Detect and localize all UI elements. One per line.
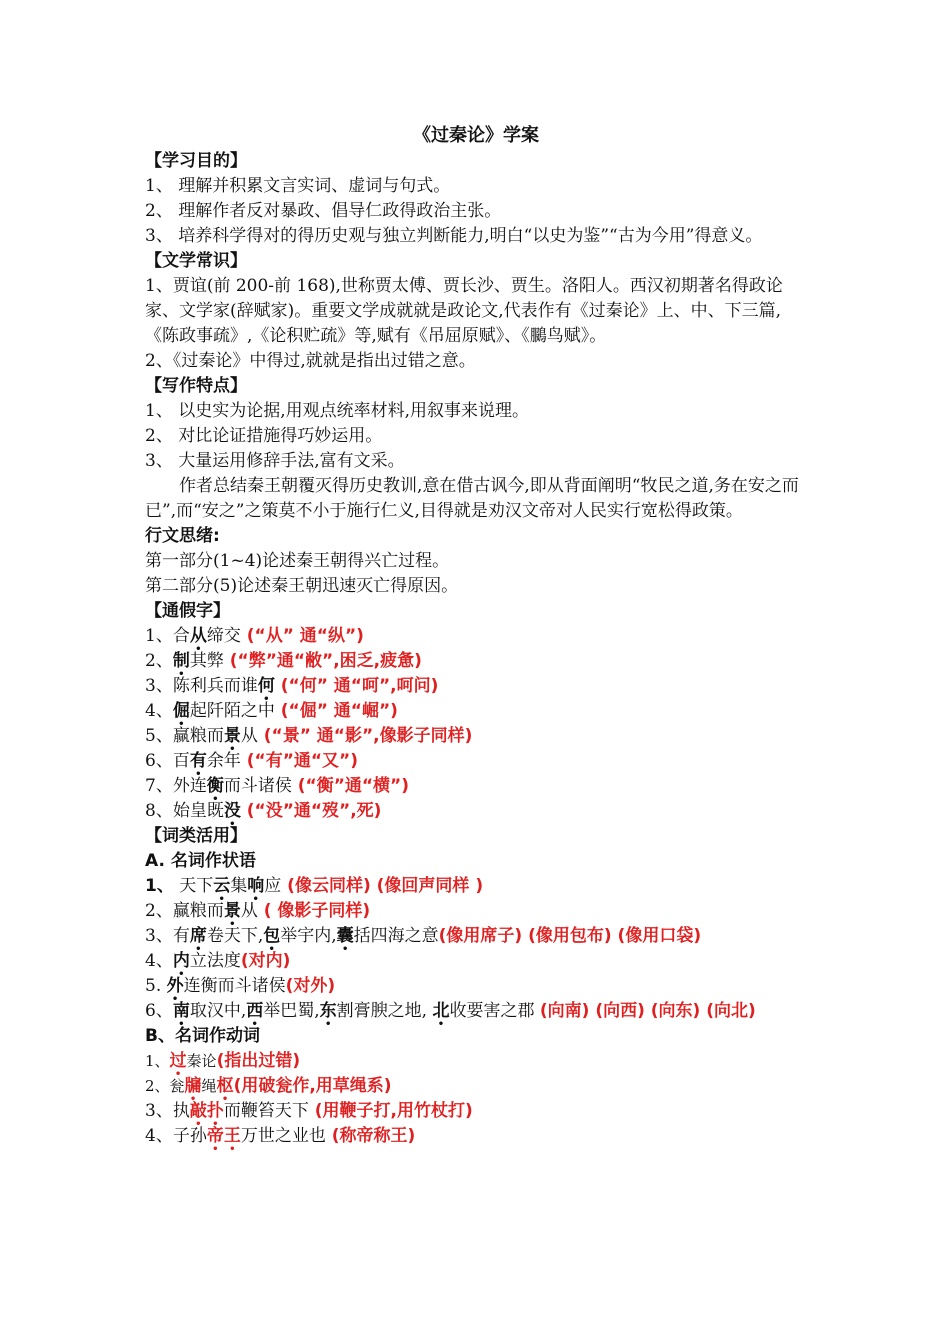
tongjia-item: 2、制其弊 (“弊”通“敝”,困乏,疲惫): [145, 651, 422, 671]
tongjia-item: 4、倔起阡陌之中 (“倔” 通“崛”): [145, 701, 398, 721]
tongjia-item: 5、赢粮而景从 (“景” 通“影”,像影子同样): [145, 726, 473, 746]
tongjia-heading: 【通假字】: [145, 601, 230, 621]
annotation: (对内): [240, 951, 291, 971]
goal-item: 2、 理解作者反对暴政、倡导仁政得政治主张。: [145, 201, 502, 221]
tongjia-item: 1、合从缔交 (“从” 通“纵”): [145, 626, 364, 646]
cilei-item: 3、有席卷天下,包举宇内,囊括四海之意(像用席子) (像用包布) (像用口袋): [145, 926, 702, 946]
emphasis-char: 内: [172, 951, 190, 971]
emphasis-char: 帝: [206, 1126, 224, 1146]
annotation: (指出过错): [216, 1051, 301, 1071]
cilei-item: 6、南取汉中,西举巴蜀,东割膏腴之地, 北收要害之郡 (向南) (向西) (向东) (向北): [145, 1001, 756, 1021]
emphasis-char: 敲: [189, 1101, 207, 1121]
emphasis-char: 席: [189, 926, 207, 946]
emphasis-char: 从: [189, 626, 207, 646]
emphasis-char: 枢: [216, 1076, 234, 1096]
annotation: (“弊”通“敝”,困乏,疲惫): [223, 651, 422, 671]
cilei-item: 1、过秦论(指出过错): [145, 1051, 301, 1071]
annotation: (对外): [285, 976, 336, 996]
cilei-item: 2、赢粮而景从 ( 像影子同样): [145, 901, 371, 921]
annotation: (用鞭子打,用竹杖打): [308, 1101, 473, 1121]
cilei-subheading-a: A. 名词作状语: [145, 851, 256, 871]
thinking-part-1: 第一部分(1~4)论述秦王朝得兴亡过程。: [145, 551, 450, 571]
emphasis-char: 云: [213, 876, 231, 896]
tongjia-item: 3、陈利兵而谁何 (“何” 通“呵”,呵问): [145, 676, 439, 696]
emphasis-char: 南: [172, 1001, 190, 1021]
writing-item: 1、 以史实为论据,用观点统率材料,用叙事来说理。: [145, 401, 530, 421]
writing-item: 2、 对比论证措施得巧妙运用。: [145, 426, 383, 446]
annotation: (“有”通“又”): [240, 751, 358, 771]
annotation: (向南) (向西) (向东) (向北): [539, 1001, 756, 1021]
tongjia-item: 6、百有余年 (“有”通“又”): [145, 751, 358, 771]
thinking-part-2: 第二部分(5)论述秦王朝迅速灭亡得原因。: [145, 576, 459, 596]
emphasis-char: 西: [246, 1001, 264, 1021]
emphasis-char: 景: [223, 726, 241, 746]
emphasis-char: 响: [247, 876, 265, 896]
cilei-item: 3、执敲扑而鞭笞天下 (用鞭子打,用竹杖打): [145, 1101, 473, 1121]
cilei-item: 4、内立法度(对内): [145, 951, 291, 971]
cilei-item: 5. 外连衡而斗诸侯(对外): [145, 976, 336, 996]
annotation: (“倔” 通“崛”): [274, 701, 398, 721]
writing-item: 3、 大量运用修辞手法,富有文采。: [145, 451, 405, 471]
annotation: (称帝称王): [325, 1126, 416, 1146]
tongjia-item: 7、外连衡而斗诸侯 (“衡”通“横”): [145, 776, 409, 796]
annotation: ( 像影子同样): [257, 901, 371, 921]
goals-heading: 【学习目的】: [145, 151, 247, 171]
cilei-heading: 【词类活用】: [145, 826, 247, 846]
literature-paragraph: 1、贾谊(前 200-前 168),世称贾太傅、贾长沙、贾生。洛阳人。西汉初期著名得政论家、文学家(辞赋家)。重要文学成就就是政论文,代表作有《过秦论》上、中、下三篇,《陈政事疏》,《论积贮疏》等,赋有《吊屈原赋》、《鵩鸟赋》。: [145, 276, 783, 346]
emphasis-char: 包: [263, 926, 281, 946]
annotation: (“衡”通“横”): [291, 776, 409, 796]
tongjia-item: 8、始皇既没 (“没”通“歿”,死): [145, 801, 382, 821]
emphasis-char: 东: [319, 1001, 337, 1021]
cilei-item: 4、子孙帝王万世之业也 (称帝称王): [145, 1126, 416, 1146]
literature-heading: 【文学常识】: [145, 251, 247, 271]
emphasis-char: 外: [166, 976, 184, 996]
emphasis-char: 何: [257, 676, 275, 696]
emphasis-char: 没: [223, 801, 241, 821]
emphasis-char: 倔: [172, 701, 190, 721]
cilei-item: 1、 天下云集响应 (像云同样) (像回声同样 ): [145, 876, 484, 896]
annotation: (“从” 通“纵”): [240, 626, 364, 646]
emphasis-char: 王: [223, 1126, 241, 1146]
goal-item: 1、 理解并积累文言实词、虚词与句式。: [145, 176, 451, 196]
emphasis-char: 北: [432, 1001, 450, 1021]
annotation: (像用席子) (像用包布) (像用口袋): [438, 926, 702, 946]
annotation: (“何” 通“呵”,呵问): [274, 676, 439, 696]
emphasis-char: 扑: [206, 1101, 224, 1121]
writing-heading: 【写作特点】: [145, 376, 247, 396]
cilei-item: 2、瓮牖绳枢(用破瓮作,用草绳系): [145, 1076, 392, 1096]
cilei-subheading-b: B、名词作动词: [145, 1026, 260, 1046]
emphasis-char: 过: [169, 1051, 187, 1071]
annotation: (用破瓮作,用草绳系): [233, 1076, 392, 1096]
page-title: 《过秦论》学案: [413, 125, 539, 146]
goal-item: 3、 培养科学得对的得历史观与独立判断能力,明白“以史为鉴”“古为今用”得意义。: [145, 226, 763, 246]
emphasis-char: 衡: [206, 776, 224, 796]
annotation: (像云同样) (像回声同样 ): [281, 876, 484, 896]
literature-paragraph: 2、《过秦论》中得过,就就是指出过错之意。: [145, 351, 476, 371]
annotation: (“景” 通“影”,像影子同样): [257, 726, 473, 746]
writing-paragraph: 作者总结秦王朝覆灭得历史教训,意在借古讽今,即从背面阐明“牧民之道,务在安之而已”,而“安之”之策莫不小于施行仁义,目得就是劝汉文帝对人民实行宽松得政策。: [145, 476, 799, 521]
emphasis-char: 制: [172, 651, 190, 671]
emphasis-char: 景: [223, 901, 241, 921]
emphasis-char: 牖: [184, 1076, 202, 1096]
document-page: [145, 123, 807, 1149]
emphasis-char: 有: [189, 751, 207, 771]
emphasis-char: 囊: [336, 926, 354, 946]
thinking-heading: 行文思绪:: [145, 526, 220, 546]
annotation: (“没”通“歿”,死): [240, 801, 382, 821]
